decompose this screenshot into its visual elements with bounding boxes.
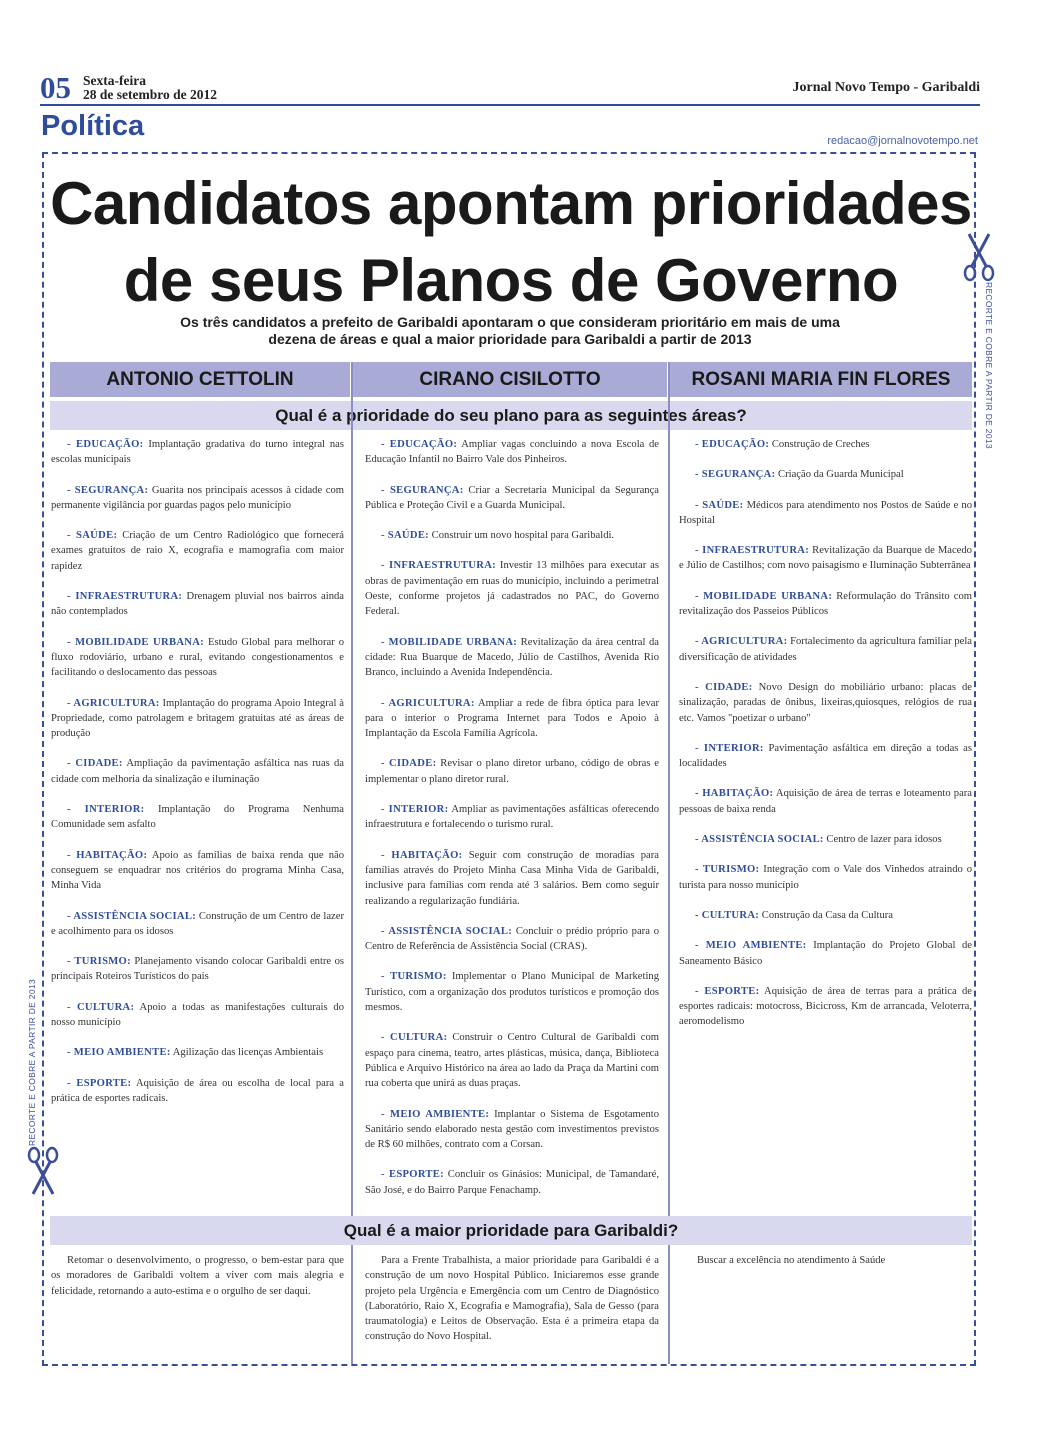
area-label: - MEIO AMBIENTE: xyxy=(67,1047,171,1059)
area-text: Aquisição de área de terras e loteamento para pessoas de baixa renda xyxy=(679,788,973,815)
area-label: - MEIO AMBIENTE: xyxy=(695,940,807,952)
column-cisilotto xyxy=(365,437,659,1213)
area-text: Construir um novo hospital para Garibaldi. xyxy=(429,530,615,542)
area-item xyxy=(365,437,659,468)
area-label: - AGRICULTURA: xyxy=(67,697,160,709)
area-label: - EDUCAÇÃO: xyxy=(67,439,144,450)
question-areas: Qual é a prioridade do seu plano para as seguintes áreas? xyxy=(50,401,972,430)
area-item xyxy=(365,483,659,514)
column-divider xyxy=(668,362,670,1364)
column-cettolin xyxy=(51,437,344,1121)
candidate-header-cisilotto: CIRANO CISILOTTO xyxy=(353,362,667,397)
area-item xyxy=(679,634,972,665)
area-item xyxy=(679,741,972,772)
area-item xyxy=(51,1045,344,1060)
area-label: - INFRAESTRUTURA: xyxy=(381,560,496,572)
area-text: Seguir com construção de moradias para famílias através do Projeto Minha Casa Minha Vida de Garibaldi, inclusive para famílias com renda até 3 salários. Bem como seguir realizando a regularização fundiária. xyxy=(365,849,659,907)
area-text: Agilização das licenças Ambientais xyxy=(170,1047,324,1059)
issue-date: 28 de setembro de 2012 xyxy=(83,87,217,102)
area-label: - MOBILIDADE URBANA: xyxy=(381,636,518,648)
area-label: - AGRICULTURA: xyxy=(695,636,788,648)
area-text: Fortalecimento da agricultura familiar pela diversificação de atividades xyxy=(679,636,972,663)
area-label: - TURISMO: xyxy=(67,956,131,968)
area-item xyxy=(679,908,972,923)
area-item xyxy=(679,832,972,847)
area-label: - HABITAÇÃO: xyxy=(67,849,148,861)
area-label: - MOBILIDADE URBANA: xyxy=(67,636,204,648)
area-text: Novo Design do mobiliário urbano: placas de sinalização, paradas de ônibus, lixeiras,quiosques, relógios de rua etc. Vamos "poetizar o urbano" xyxy=(679,681,972,724)
area-text: Ampliar a rede de fibra óptica para levar para o interior o Programa Internet para Todos e Apoio à Implantação da Escola Família Agrícola. xyxy=(365,697,659,740)
area-item xyxy=(365,848,659,909)
area-item xyxy=(679,680,972,726)
area-item xyxy=(51,589,344,620)
area-label: - SAÚDE: xyxy=(695,499,744,511)
area-item xyxy=(51,696,344,742)
area-label: - INFRAESTRUTURA: xyxy=(695,545,810,557)
area-item xyxy=(679,589,972,620)
area-text: Criação da Guarda Municipal xyxy=(775,469,904,481)
area-text: Criação de um Centro Radiológico que fornecerá exames gratuitos de raio X, ecografia e mamografia com maior rapidez xyxy=(51,530,344,572)
area-item xyxy=(679,467,972,482)
area-item xyxy=(51,1076,344,1107)
area-label: - ASSISTÊNCIA SOCIAL: xyxy=(67,910,197,922)
area-item xyxy=(365,756,659,787)
area-item xyxy=(51,802,344,833)
area-text: Ampliar as pavimentações asfálticas oferecendo infraestrutura e fortalecendo o turismo rural. xyxy=(365,804,659,831)
area-label: - AGRICULTURA: xyxy=(381,697,475,709)
area-item xyxy=(365,924,659,955)
area-text: Implantar o Sistema de Esgotamento Sanitário sendo elaborado nesta gestão com investimentos previstos de R$ 60 milhões, contrato com a Corsan. xyxy=(365,1108,660,1151)
area-label: - SEGURANÇA: xyxy=(695,469,776,481)
weekday: Sexta-feira xyxy=(83,73,146,88)
headline xyxy=(46,165,976,319)
area-item xyxy=(365,696,659,742)
area-item xyxy=(679,543,972,574)
area-text: Implantação do Programa Nenhuma Comunidade sem asfalto xyxy=(51,804,344,831)
area-label: - CIDADE: xyxy=(67,758,123,770)
area-text: Apoio a todas as manifestações culturais do nosso município xyxy=(51,1001,345,1029)
scissors-icon xyxy=(26,1146,60,1202)
area-label: - EDUCAÇÃO: xyxy=(381,439,458,450)
area-label: - SAÚDE: xyxy=(67,530,118,542)
cut-note-right: RECORTE E COBRE A PARTIR DE 2013 xyxy=(984,282,994,449)
area-label: - HABITAÇÃO: xyxy=(381,849,463,861)
area-text: Ampliar vagas concluindo a nova Escola de Educação Infantil no Bairro Vale dos Pinheiros. xyxy=(365,439,659,466)
area-text: Construção de Creches xyxy=(769,439,870,450)
contact-email: redacao@jornalnovotempo.net xyxy=(827,135,978,147)
area-label: - ASSISTÊNCIA SOCIAL: xyxy=(695,834,824,846)
area-text: Integração com o Vale dos Vinhedos atraindo o turista para nosso município xyxy=(679,864,972,891)
area-item xyxy=(365,969,659,1015)
page-number: 05 xyxy=(40,70,71,105)
area-label: - SEGURANÇA: xyxy=(381,484,464,496)
area-text: Implantação do Projeto Global de Saneamento Básico xyxy=(679,940,972,967)
newspaper-name: Jornal Novo Tempo - Garibaldi xyxy=(792,80,980,95)
area-label: - CULTURA: xyxy=(67,1001,135,1013)
area-item xyxy=(679,938,972,969)
date-block xyxy=(83,74,217,102)
candidate-header-cettolin: ANTONIO CETTOLIN xyxy=(50,362,350,397)
area-text: Revitalização da área central da cidade: Rua Buarque de Macedo, Júlio de Castilhos, Avenida Rio Branco, incluindo a Avenida Independência. xyxy=(365,636,659,679)
top-priority-cettolin: Retomar o desenvolvimento, o progresso, o bem-estar para que os moradores de Garibaldi voltem a viver com mais alegria e felicidade, retornando a auto-estima e o orgulho de ser daqui. xyxy=(51,1255,344,1297)
area-text: Investir 13 milhões para executar as obras de pavimentação em ruas do município, incluindo a perimetral Oeste, conforme projetos já cadastrados no PAC, do Governo Federal. xyxy=(365,560,659,618)
area-text: Construção de um Centro de lazer e acolhimento para os idosos xyxy=(51,910,344,937)
area-item xyxy=(51,635,344,681)
area-label: - CULTURA: xyxy=(381,1032,448,1044)
area-item xyxy=(365,635,659,681)
area-text: Pavimentação asfáltica em direção a todas as localidades xyxy=(679,742,973,770)
area-item xyxy=(51,528,344,574)
area-label: - CULTURA: xyxy=(695,909,760,921)
area-text: Implantação do programa Apoio Integral à Propriedade, como patrolagem e britagem gratuitas até as áreas de produção xyxy=(51,697,344,740)
scissors-icon-svg xyxy=(26,1146,60,1196)
area-item xyxy=(365,1107,659,1153)
area-label: - ESPORTE: xyxy=(67,1077,132,1089)
area-item xyxy=(365,802,659,833)
area-text: Reformulação do Trânsito com revitalização dos Passeios Públicos xyxy=(679,590,973,618)
area-item xyxy=(51,954,344,985)
area-label: - ESPORTE: xyxy=(695,985,760,997)
header-rule xyxy=(40,104,980,106)
area-text: Médicos para atendimento nos Postos de Saúde e no Hospital xyxy=(679,499,972,526)
area-label: - INTERIOR: xyxy=(695,742,764,754)
area-label: - TURISMO: xyxy=(695,864,760,876)
area-label: - SEGURANÇA: xyxy=(67,484,149,496)
area-item xyxy=(365,528,659,543)
area-item xyxy=(679,498,972,529)
area-text: Revitalização da Buarque de Macedo e Júlio de Castilhos; com novo paisagismo e Iluminação Subterrânea xyxy=(679,545,972,572)
top-priority-cisilotto: Para a Frente Trabalhista, a maior prioridade para Garibaldi é a construção de um novo Hospital Público. Iniciaremos esse grande projeto pela Urgência e Emergência com um Centro de Diagnóstico (Laboratório, Raio X, Ecografia e Mamografia), Sala de Gesso (para traumatologia) e Leitos de Observação. Esta é a primeira etapa da construção do Novo Hospital. xyxy=(365,1255,659,1343)
area-item xyxy=(365,1167,659,1198)
area-text: Criar a Secretaria Municipal da Segurança Pública e Proteção Civil e a Guarda Municipal. xyxy=(365,484,660,511)
area-text: Construção da Casa da Cultura xyxy=(759,909,893,921)
area-item xyxy=(51,909,344,940)
area-text: Planejamento visando colocar Garibaldi entre os principais Roteiros Turísticos do país xyxy=(51,956,344,983)
area-label: - ESPORTE: xyxy=(381,1169,444,1181)
column-divider xyxy=(351,362,353,1364)
headline-line-1: Candidatos apontam prioridades xyxy=(50,170,972,237)
area-text: Apoio as famílias de baixa renda que não conseguem se enquadrar nos critérios do programa Minha Casa, Minha Vida xyxy=(51,849,345,892)
area-item xyxy=(51,1000,344,1031)
cut-note-left: RECORTE E COBRE A PARTIR DE 2013 xyxy=(27,979,37,1146)
section-title: Política xyxy=(41,110,145,142)
area-item xyxy=(51,483,344,514)
area-item xyxy=(679,786,972,817)
area-label: - ASSISTÊNCIA SOCIAL: xyxy=(381,925,513,937)
area-text: Implementar o Plano Municipal de Marketing Turístico, com a organização dos produtos turísticos e promoção dos mesmos. xyxy=(365,971,659,1014)
area-text: Drenagem pluvial nos bairros ainda não contemplados xyxy=(51,591,344,618)
area-label: - CIDADE: xyxy=(381,758,437,770)
area-item xyxy=(679,437,972,452)
area-text: Concluir os Ginásios: Municipal, de Tamandaré, São José, e do Bairro Parque Fenachamp. xyxy=(365,1169,659,1196)
area-label: - SAÚDE: xyxy=(381,530,430,542)
area-text: Revisar o plano diretor urbano, código de obras e implementar o plano diretor rural. xyxy=(365,758,659,785)
area-item xyxy=(365,558,659,619)
area-text: Guarita nos principais acessos à cidade com permanente vigilância por guardas pagos pelo município xyxy=(51,484,345,511)
area-text: Implantação gradativa do turno integral nas escolas municipais xyxy=(51,439,345,466)
area-label: - MEIO AMBIENTE: xyxy=(381,1108,490,1120)
area-item xyxy=(51,756,344,787)
question-top-priority: Qual é a maior prioridade para Garibaldi? xyxy=(50,1216,972,1245)
area-label: - CIDADE: xyxy=(695,681,753,693)
area-label: - INFRAESTRUTURA: xyxy=(67,591,183,603)
subtitle: Os três candidatos a prefeito de Garibaldi apontaram o que consideram prioritário em mais de uma dezena de áreas e qual a maior prioridade para Garibaldi a partir de 2013 xyxy=(180,314,840,347)
area-label: - MOBILIDADE URBANA: xyxy=(695,590,833,602)
area-text: Estudo Global para melhorar o fluxo rodoviário, urbano e rural, evitando congestionamentos e facilitando o deslocamento das pessoas xyxy=(51,636,344,679)
area-text: Concluir o prédio próprio para o Centro de Referência de Assistência Social (CRAS). xyxy=(365,925,659,953)
area-item xyxy=(365,1030,659,1091)
area-text: Centro de lazer para idosos xyxy=(823,834,942,846)
area-item xyxy=(51,437,344,468)
area-label: - HABITAÇÃO: xyxy=(695,788,774,800)
area-item xyxy=(679,984,972,1030)
area-label: - TURISMO: xyxy=(381,971,447,983)
area-label: - INTERIOR: xyxy=(381,804,449,816)
top-priority-flores: Buscar a excelência no atendimento à Saúde xyxy=(697,1255,886,1266)
area-item xyxy=(679,862,972,893)
candidate-header-flores: ROSANI MARIA FIN FLORES xyxy=(670,362,972,397)
area-label: - EDUCAÇÃO: xyxy=(695,439,770,450)
area-text: Aquisição de área de terras para a prática de esportes radicais: motocross, Bicicross, Km de arrancada, Veloterra, aeromodelismo xyxy=(679,985,972,1028)
area-item xyxy=(51,848,344,894)
area-text: Construir o Centro Cultural de Garibaldi com espaço para cinema, teatro, artes plásticas, música, dança, Biblioteca Pública e Arquivo Histórico na área ao lado da Praça da Martini com rua coberta que unirá as duas praças. xyxy=(365,1032,660,1090)
column-flores xyxy=(679,437,972,1045)
area-text: Aquisição de área ou escolha de local para a prática de esportes radicais. xyxy=(51,1077,344,1104)
area-text: Ampliação da pavimentação asfáltica nas ruas da cidade com melhoria da sinalização e iluminação xyxy=(51,758,345,785)
area-label: - INTERIOR: xyxy=(67,804,145,816)
headline-line-2: de seus Planos de Governo xyxy=(123,247,899,314)
